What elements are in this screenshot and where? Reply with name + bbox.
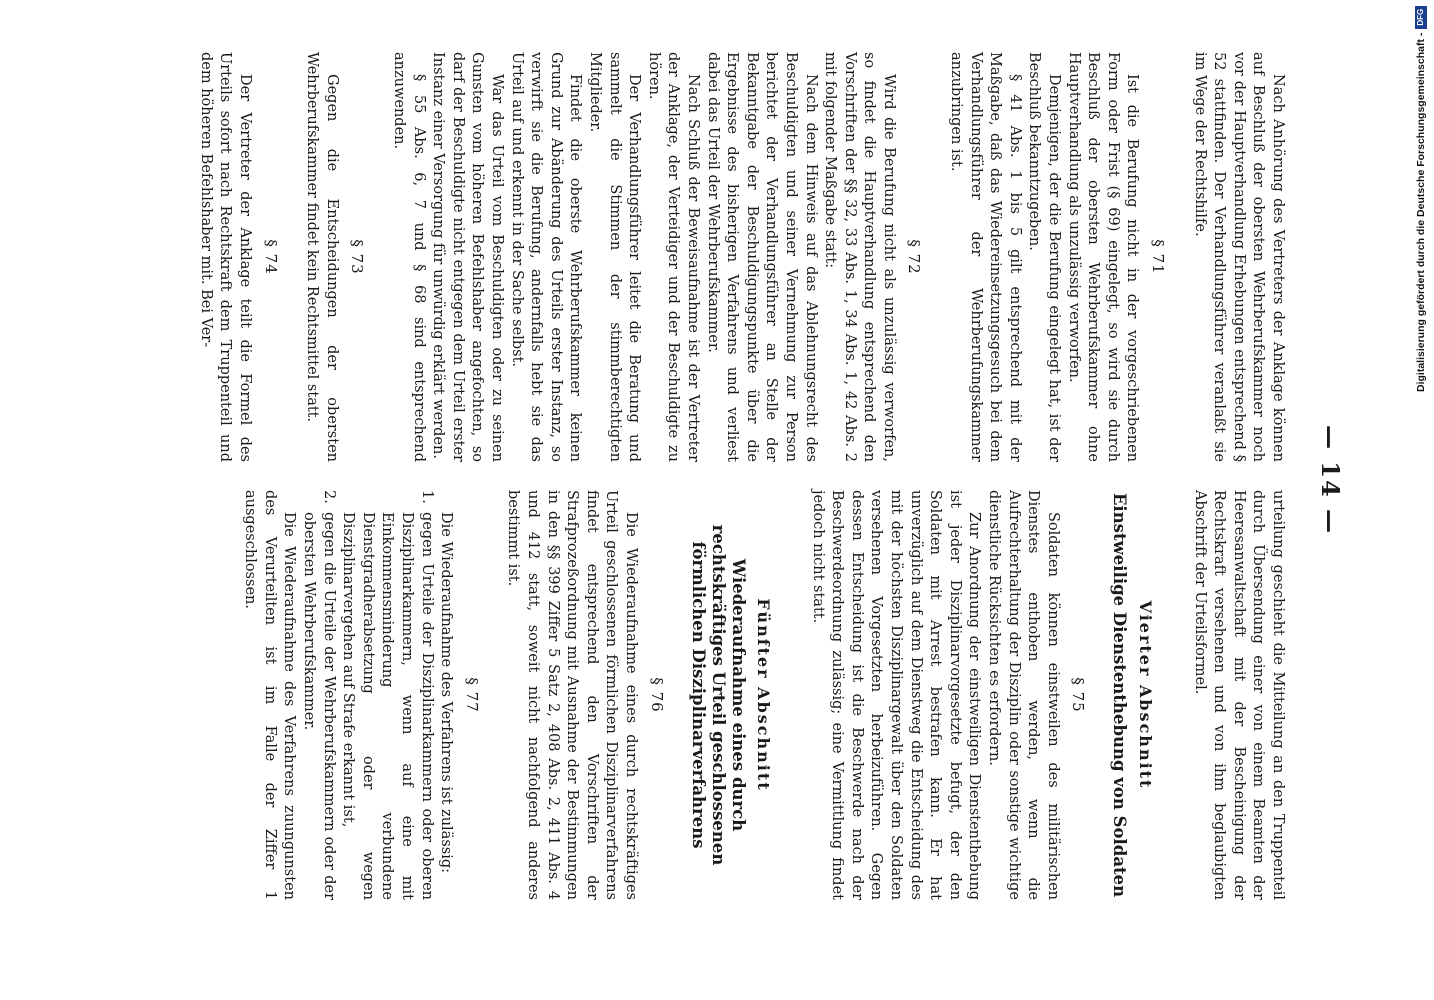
rotated-page-content — [85, 30, 1345, 930]
paragraph: Findet die oberste Wehrberufskammer keinen Grund zur Abänderung des Urteils erster Instanz, so verwirft sie die Berufung, andernfalls hebt sie das Urteil auf und erkennt in der Sache selbst. — [508, 52, 584, 462]
paragraph: § 41 Abs. 1 bis 5 gilt entsprechend mit der Maßgabe, daß das Wiedereinsetzungsgesuch bei dem Verhandlungsführer der Wehrberufungskammer anzubringen ist. — [948, 52, 1023, 462]
section-title: § 73 — [348, 239, 367, 275]
right-column — [240, 490, 1287, 900]
list-item — [298, 490, 337, 900]
list-text: gegen Urteile der Disziplinarkammern oder oberen Disziplinarkammern, wenn auf eine mit Einkommensminderung verbundene Dienstgradherabsetzung oder wegen Disziplinarvergehen auf Strafe erkannt ist, — [340, 512, 435, 900]
list-text: gegen die Urteile der Wehrberufskammern oder der obersten Wehrberufskammer. — [301, 512, 337, 900]
paragraph: Die Wiederaufnahme des Verfahrens ist zulässig: — [438, 512, 455, 874]
paragraph: Die Wiederaufnahme eines durch rechtskräftiges Urteil geschlossenen förmlichen Disziplinarverfahrens findet entsprechend den Vorschriften der Strafprozeßordnung mit Ausnahme der Bestimmungen in den §§ 399 Ziffer 5 Satz 2, 408 Abs. 2, 411 Abs. 4 und 412 statt, soweit nicht nachfolgend anderes bestimmt ist. — [505, 490, 639, 900]
stamp-text: Digitalisierung gefördert durch die Deutsche Forschungsgemeinschaft - — [1415, 32, 1427, 392]
list-number: 1. — [418, 490, 435, 504]
paragraph: War das Urteil vom Beschuldigten oder zu seinen Gunsten vom höheren Befehlshaber angefochten, so darf der Beschuldigte nicht entgegen dem Urteil erster Instanz einer Versorgung für unwürdig erklärt werden. — [430, 52, 506, 462]
paragraph: Soldaten können einstweilen des militärischen Dienstes enthoben werden, wenn die Aufrechterhaltung der Disziplin oder sonstige wichtige dienstliche Rücksichten es erfordern. — [986, 490, 1061, 900]
paragraph: Die Wiederaufnahme des Verfahrens zuungunsten des Verurteilten ist im Falle der Ziffer 1 ausgeschlossen. — [242, 490, 298, 900]
section-title: § 77 — [462, 677, 481, 713]
paragraph: Demjenigen, der die Berufung eingelegt hat, ist der Beschluß bekanntzugeben. — [1026, 52, 1063, 462]
paragraph: § 55 Abs. 6, 7 und § 68 sind entsprechend anzuwenden. — [391, 52, 427, 462]
paragraph: urteilung geschieht die Mitteilung an den Truppenteil durch Übersendung einer von einem Beamten der Heeresanwaltschaft mit der Bescheinigung der Rechtskraft versehenen und von ihm beglaubigten Abschrift der Urteilsformel. — [1191, 490, 1286, 900]
digitization-stamp — [1410, 6, 1432, 392]
left-column — [195, 52, 1287, 462]
section-title: § 75 — [1069, 677, 1088, 713]
list-number: 2. — [320, 490, 337, 504]
chapter-title: Vierter Abschnitt — [1136, 600, 1156, 790]
chapter-title: Fünfter Abschnitt — [754, 598, 774, 792]
dfg-logo: DFG — [1415, 6, 1427, 29]
chapter-heading: Einstweilige Dienstenthebung von Soldaten — [1110, 492, 1130, 898]
section-title: § 76 — [647, 677, 666, 713]
chapter-heading: Wiederaufnahme eines durch rechtskräftiges Urteil geschlossenen förmlichen Disziplinarverfahrens — [688, 524, 748, 866]
paragraph: Nach Anhörung des Vertreters der Anklage können auf Beschluß der obersten Wehrberufskammer noch vor der Hauptverhandlung Erhebungen entsprechend § 52 stattfinden. Der Verhandlungsführer veranlaßt sie im Wege der Rechtshilfe. — [1191, 52, 1286, 462]
paragraph: Ist die Berufung nicht in der vorgeschriebenen Form oder Frist (§ 69) eingelegt, so wird sie durch Beschluß der obersten Wehrberufskammer ohne Hauptverhandlung als unzulässig verworfen. — [1065, 52, 1141, 462]
section-title: § 72 — [905, 239, 924, 275]
paragraph: Zur Anordnung der einstweiligen Dienstenthebung ist jeder Disziplinarvorgesetzte befugt, der den Soldaten mit Arrest bestrafen kann. Er hat unverzüglich auf dem Dienstweg die Entscheidung des mit der höchsten Disziplinargewalt über den Soldaten versehenen Vorgesetzten herbeizuführen. Gegen dessen Entscheidung ist die Beschwerde nach der Beschwerdeordnung zulässig; eine Vermittlung findet jedoch nicht statt. — [809, 490, 983, 900]
section-title: § 74 — [261, 239, 280, 275]
section-title: § 71 — [1149, 239, 1168, 275]
stamp-text-container — [1410, 6, 1432, 392]
paragraph: Gegen die Entscheidungen der obersten Wehrberufskammer findet kein Rechtsmittel statt. — [304, 52, 340, 462]
list-item — [338, 490, 436, 900]
paragraph: Der Verhandlungsführer leitet die Beratung und sammelt die Stimmen der stimmberechtigten Mitglieder. — [587, 52, 643, 462]
paragraph: Wird die Berufung nicht als unzulässig verworfen, so findet die Hauptverhandlung entsprechend den Vorschriften der §§ 32, 33 Abs. 1, 34 Abs. 1, 42 Abs. 2 mit folgender Maßgabe statt: — [822, 52, 897, 462]
page-number: — 14 — — [1316, 424, 1345, 536]
paragraph: Der Vertreter der Anklage teilt die Formel des Urteils sofort nach Rechtskraft dem Truppenteil und dem höheren Befehlshaber mit. Bei Ver- — [197, 52, 254, 462]
paragraph: Nach Schluß der Beweisaufnahme ist der Vertreter der Anklage, der Verteidiger und der Beschuldigte zu hören. — [645, 52, 701, 462]
paragraph: Nach dem Hinweis auf das Ablehnungsrecht des Beschuldigten und seiner Vernehmung zur Person berichtet der Verhandlungsführer an Stelle der Bekanntgabe der Beschuldigungspunkte über die Ergebnisse des bisherigen Verfahrens und verliest dabei das Urteil der Wehrberufskammer. — [704, 52, 819, 462]
